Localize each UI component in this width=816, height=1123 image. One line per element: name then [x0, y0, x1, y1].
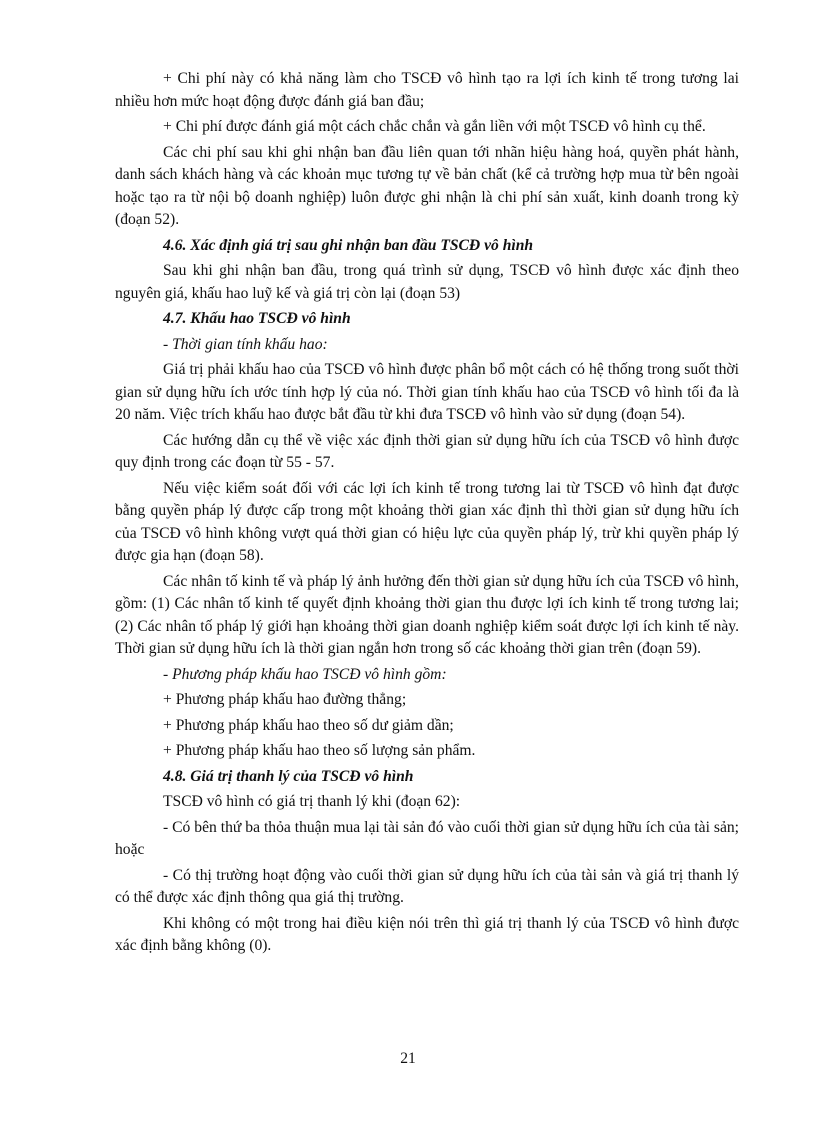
paragraph-cost-benefit: + Chi phí này có khả năng làm cho TSCĐ vô hình tạo ra lợi ích kinh tế trong tương lai nhiều hơn mức hoạt động được đánh giá ban đầu; — [115, 70, 739, 110]
paragraph-useful-life-guidance: Các hướng dẫn cụ thể về việc xác định thời gian sử dụng hữu ích của TSCĐ vô hình được quy định trong các đoạn từ 55 - 57. — [115, 431, 739, 471]
list-item-straight-line: + Phương pháp khấu hao đường thẳng; — [163, 691, 407, 708]
paragraph-residual-zero: Khi không có một trong hai điều kiện nói trên thì giá trị thanh lý của TSCĐ vô hình được xác định bằng không (0). — [115, 914, 739, 954]
subheading-amortization-period: - Thời gian tính khấu hao: — [163, 335, 328, 353]
section-heading-4-6: 4.6. Xác định giá trị sau ghi nhận ban đầu TSCĐ vô hình — [163, 236, 534, 254]
list-item-declining-balance: + Phương pháp khấu hao theo số dư giảm dần; — [163, 716, 454, 734]
list-item-active-market: - Có thị trường hoạt động vào cuối thời gian sử dụng hữu ích của tài sản và giá trị thanh lý có thể được xác định thông qua giá thị trường. — [115, 866, 739, 906]
page-number: 21 — [400, 1050, 416, 1067]
section-heading-4-8: 4.8. Giá trị thanh lý của TSCĐ vô hình — [163, 767, 414, 785]
subheading-amortization-methods: - Phương pháp khấu hao TSCĐ vô hình gồm: — [163, 665, 447, 683]
paragraph-amortization-allocation: Giá trị phải khấu hao của TSCĐ vô hình được phân bổ một cách có hệ thống trong suốt thời gian sử dụng hữu ích ước tính hợp lý của nó. Thời gian tính khấu hao của TSCĐ vô hình tối đa là 20 năm. Việc trích khấu hao được bắt đầu từ khi đưa TSCĐ vô hình vào sử dụng (đoạn 54). — [115, 361, 739, 423]
list-item-units-of-production: + Phương pháp khấu hao theo số lượng sản phẩm. — [163, 742, 476, 759]
paragraph-economic-legal-factors: Các nhân tố kinh tế và pháp lý ảnh hưởng đến thời gian sử dụng hữu ích của TSCĐ vô hình, gồm: (1) Các nhân tố kinh tế quyết định khoảng thời gian thu được lợi ích kinh tế trong tương lai; (2) Các nhân tố pháp lý giới hạn khoảng thời gian doanh nghiệp kiểm soát được lợi ích kinh tế này. Thời gian sử dụng hữu ích là thời gian ngắn hơn trong số các khoảng thời gian trên (đoạn 59). — [115, 572, 739, 657]
list-item-third-party: - Có bên thứ ba thỏa thuận mua lại tài sản đó vào cuối thời gian sử dụng hữu ích của tài sản; hoặc — [115, 818, 739, 858]
paragraph-legal-rights: Nếu việc kiểm soát đối với các lợi ích kinh tế trong tương lai từ TSCĐ vô hình đạt được bằng quyền pháp lý được cấp trong một khoảng thời gian xác định thì thời gian sử dụng hữu ích của TSCĐ vô hình không vượt quá thời gian có hiệu lực của quyền pháp lý, trừ khi quyền pháp lý được gia hạn (đoạn 58). — [115, 479, 739, 564]
paragraph-subsequent-costs: Các chi phí sau khi ghi nhận ban đầu liên quan tới nhãn hiệu hàng hoá, quyền phát hành, danh sách khách hàng và các khoản mục tương tự về bản chất (kể cả trường hợp mua từ bên ngoài hoặc tạo ra từ nội bộ doanh nghiệp) luôn được ghi nhận là chi phí sản xuất, kinh doanh trong kỳ (đoạn 52). — [115, 143, 739, 228]
paragraph-residual-value-conditions: TSCĐ vô hình có giá trị thanh lý khi (đoạn 62): — [163, 793, 461, 810]
paragraph-measurement: Sau khi ghi nhận ban đầu, trong quá trình sử dụng, TSCĐ vô hình được xác định theo nguyên giá, khấu hao luỹ kế và giá trị còn lại (đoạn 53) — [115, 262, 739, 302]
paragraph-cost-reliable: + Chi phí được đánh giá một cách chắc chắn và gắn liền với một TSCĐ vô hình cụ thể. — [163, 118, 706, 135]
section-heading-4-7: 4.7. Khấu hao TSCĐ vô hình — [163, 310, 351, 327]
